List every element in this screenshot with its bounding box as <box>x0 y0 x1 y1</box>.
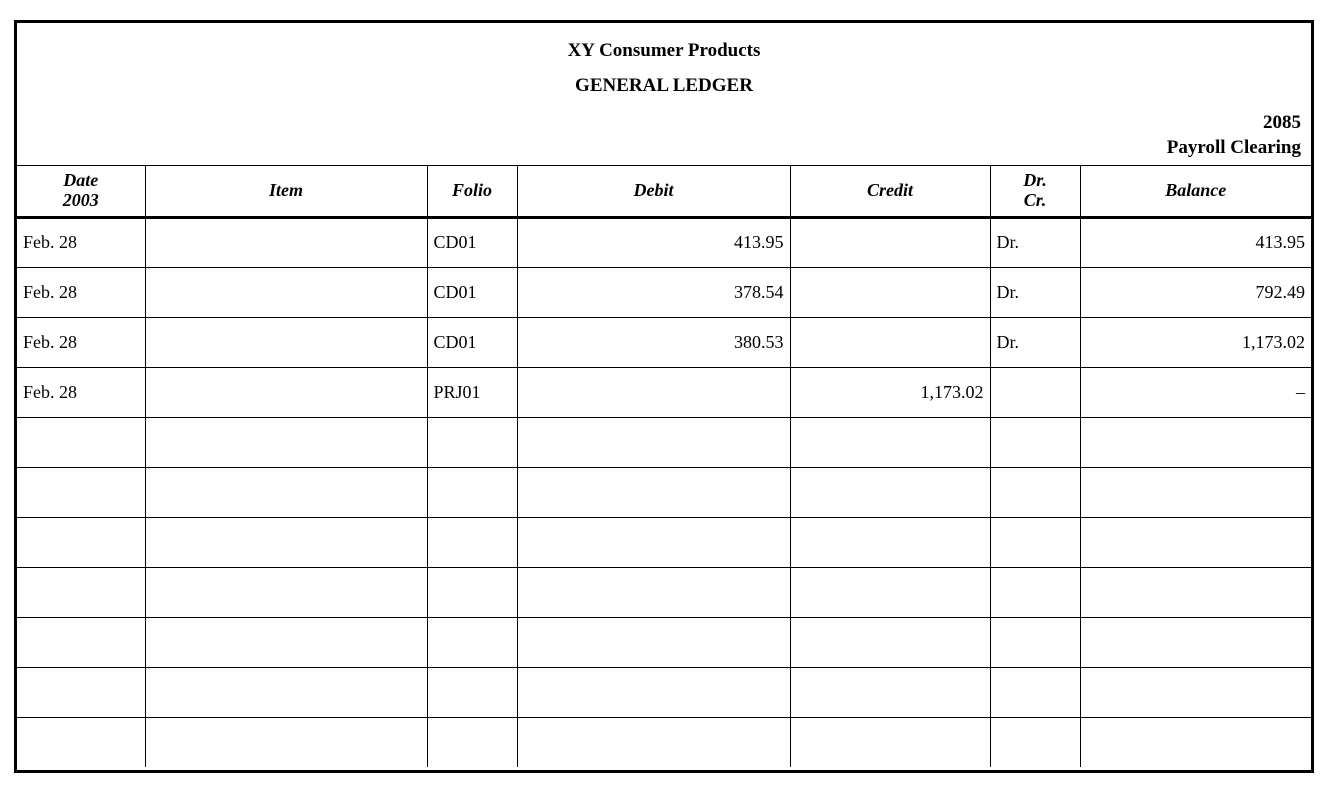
cell-drcr <box>990 517 1080 567</box>
cell-balance: 792.49 <box>1080 267 1311 317</box>
cell-drcr <box>990 567 1080 617</box>
cell-folio <box>427 717 517 767</box>
cell-folio <box>427 517 517 567</box>
table-row <box>17 467 1311 517</box>
col-header-date <box>17 165 145 217</box>
cell-date <box>17 667 145 717</box>
table-row <box>17 567 1311 617</box>
cell-drcr: Dr. <box>990 317 1080 367</box>
cell-credit <box>790 267 990 317</box>
cell-date <box>17 567 145 617</box>
cell-debit <box>517 667 790 717</box>
cell-debit: 378.54 <box>517 267 790 317</box>
cell-credit <box>790 467 990 517</box>
cell-credit <box>790 717 990 767</box>
cell-item <box>145 317 427 367</box>
cell-item <box>145 467 427 517</box>
cell-folio: PRJ01 <box>427 367 517 417</box>
cell-debit <box>517 417 790 467</box>
cell-balance <box>1080 417 1311 467</box>
cell-folio <box>427 467 517 517</box>
cell-item <box>145 667 427 717</box>
cell-item <box>145 417 427 467</box>
cell-balance: 1,173.02 <box>1080 317 1311 367</box>
cell-folio <box>427 617 517 667</box>
cell-credit <box>790 517 990 567</box>
cell-balance <box>1080 717 1311 767</box>
cell-debit: 380.53 <box>517 317 790 367</box>
cell-item <box>145 717 427 767</box>
cell-credit <box>790 417 990 467</box>
cell-date: Feb. 28 <box>17 267 145 317</box>
ledger-header-row <box>17 165 1311 217</box>
account-name: Payroll Clearing <box>1166 137 1301 158</box>
ledger-title: GENERAL LEDGER <box>575 75 753 96</box>
table-row <box>17 517 1311 567</box>
cell-drcr <box>990 667 1080 717</box>
cell-credit <box>790 667 990 717</box>
cell-debit: 413.95 <box>517 217 790 267</box>
cell-item <box>145 517 427 567</box>
col-header-year-label: 2003 <box>62 190 99 211</box>
col-header-credit: Credit <box>790 165 990 217</box>
col-header-date-label: Date <box>63 170 99 191</box>
cell-debit <box>517 567 790 617</box>
cell-credit <box>790 617 990 667</box>
cell-balance <box>1080 467 1311 517</box>
cell-date <box>17 467 145 517</box>
cell-drcr: Dr. <box>990 267 1080 317</box>
col-header-debit: Debit <box>517 165 790 217</box>
cell-debit <box>517 467 790 517</box>
cell-balance: 413.95 <box>1080 217 1311 267</box>
cell-credit <box>790 317 990 367</box>
company-name: XY Consumer Products <box>567 40 761 61</box>
cell-credit: 1,173.02 <box>790 367 990 417</box>
cell-date <box>17 417 145 467</box>
cell-date <box>17 517 145 567</box>
table-row <box>17 417 1311 467</box>
col-header-item: Item <box>145 165 427 217</box>
col-header-drcr <box>990 165 1080 217</box>
cell-debit <box>517 617 790 667</box>
col-header-cr-label: Cr. <box>1023 190 1047 211</box>
cell-date: Feb. 28 <box>17 217 145 267</box>
cell-item <box>145 367 427 417</box>
cell-folio: CD01 <box>427 267 517 317</box>
cell-date: Feb. 28 <box>17 317 145 367</box>
cell-balance <box>1080 517 1311 567</box>
account-number: 2085 <box>1263 112 1301 133</box>
col-header-dr-label: Dr. <box>1023 170 1047 191</box>
cell-folio: CD01 <box>427 317 517 367</box>
ledger-header <box>17 23 1311 166</box>
cell-folio: CD01 <box>427 217 517 267</box>
cell-folio <box>427 417 517 467</box>
cell-item <box>145 617 427 667</box>
cell-item <box>145 267 427 317</box>
cell-date <box>17 717 145 767</box>
cell-drcr <box>990 367 1080 417</box>
table-row <box>17 667 1311 717</box>
cell-balance <box>1080 617 1311 667</box>
cell-credit <box>790 217 990 267</box>
cell-drcr: Dr. <box>990 217 1080 267</box>
cell-drcr <box>990 617 1080 667</box>
cell-debit <box>517 517 790 567</box>
col-header-folio: Folio <box>427 165 517 217</box>
cell-drcr <box>990 417 1080 467</box>
table-row <box>17 317 1311 367</box>
cell-balance <box>1080 667 1311 717</box>
cell-item <box>145 217 427 267</box>
table-row <box>17 617 1311 667</box>
cell-drcr <box>990 467 1080 517</box>
cell-folio <box>427 667 517 717</box>
cell-folio <box>427 567 517 617</box>
cell-drcr <box>990 717 1080 767</box>
cell-date <box>17 617 145 667</box>
table-row <box>17 217 1311 267</box>
cell-debit <box>517 717 790 767</box>
general-ledger-form <box>14 20 1314 773</box>
table-row <box>17 717 1311 767</box>
cell-credit <box>790 567 990 617</box>
cell-balance <box>1080 567 1311 617</box>
table-row <box>17 267 1311 317</box>
cell-date: Feb. 28 <box>17 367 145 417</box>
ledger-table <box>17 165 1311 767</box>
col-header-balance: Balance <box>1080 165 1311 217</box>
cell-debit <box>517 367 790 417</box>
table-row <box>17 367 1311 417</box>
cell-item <box>145 567 427 617</box>
cell-balance: – <box>1080 367 1311 417</box>
